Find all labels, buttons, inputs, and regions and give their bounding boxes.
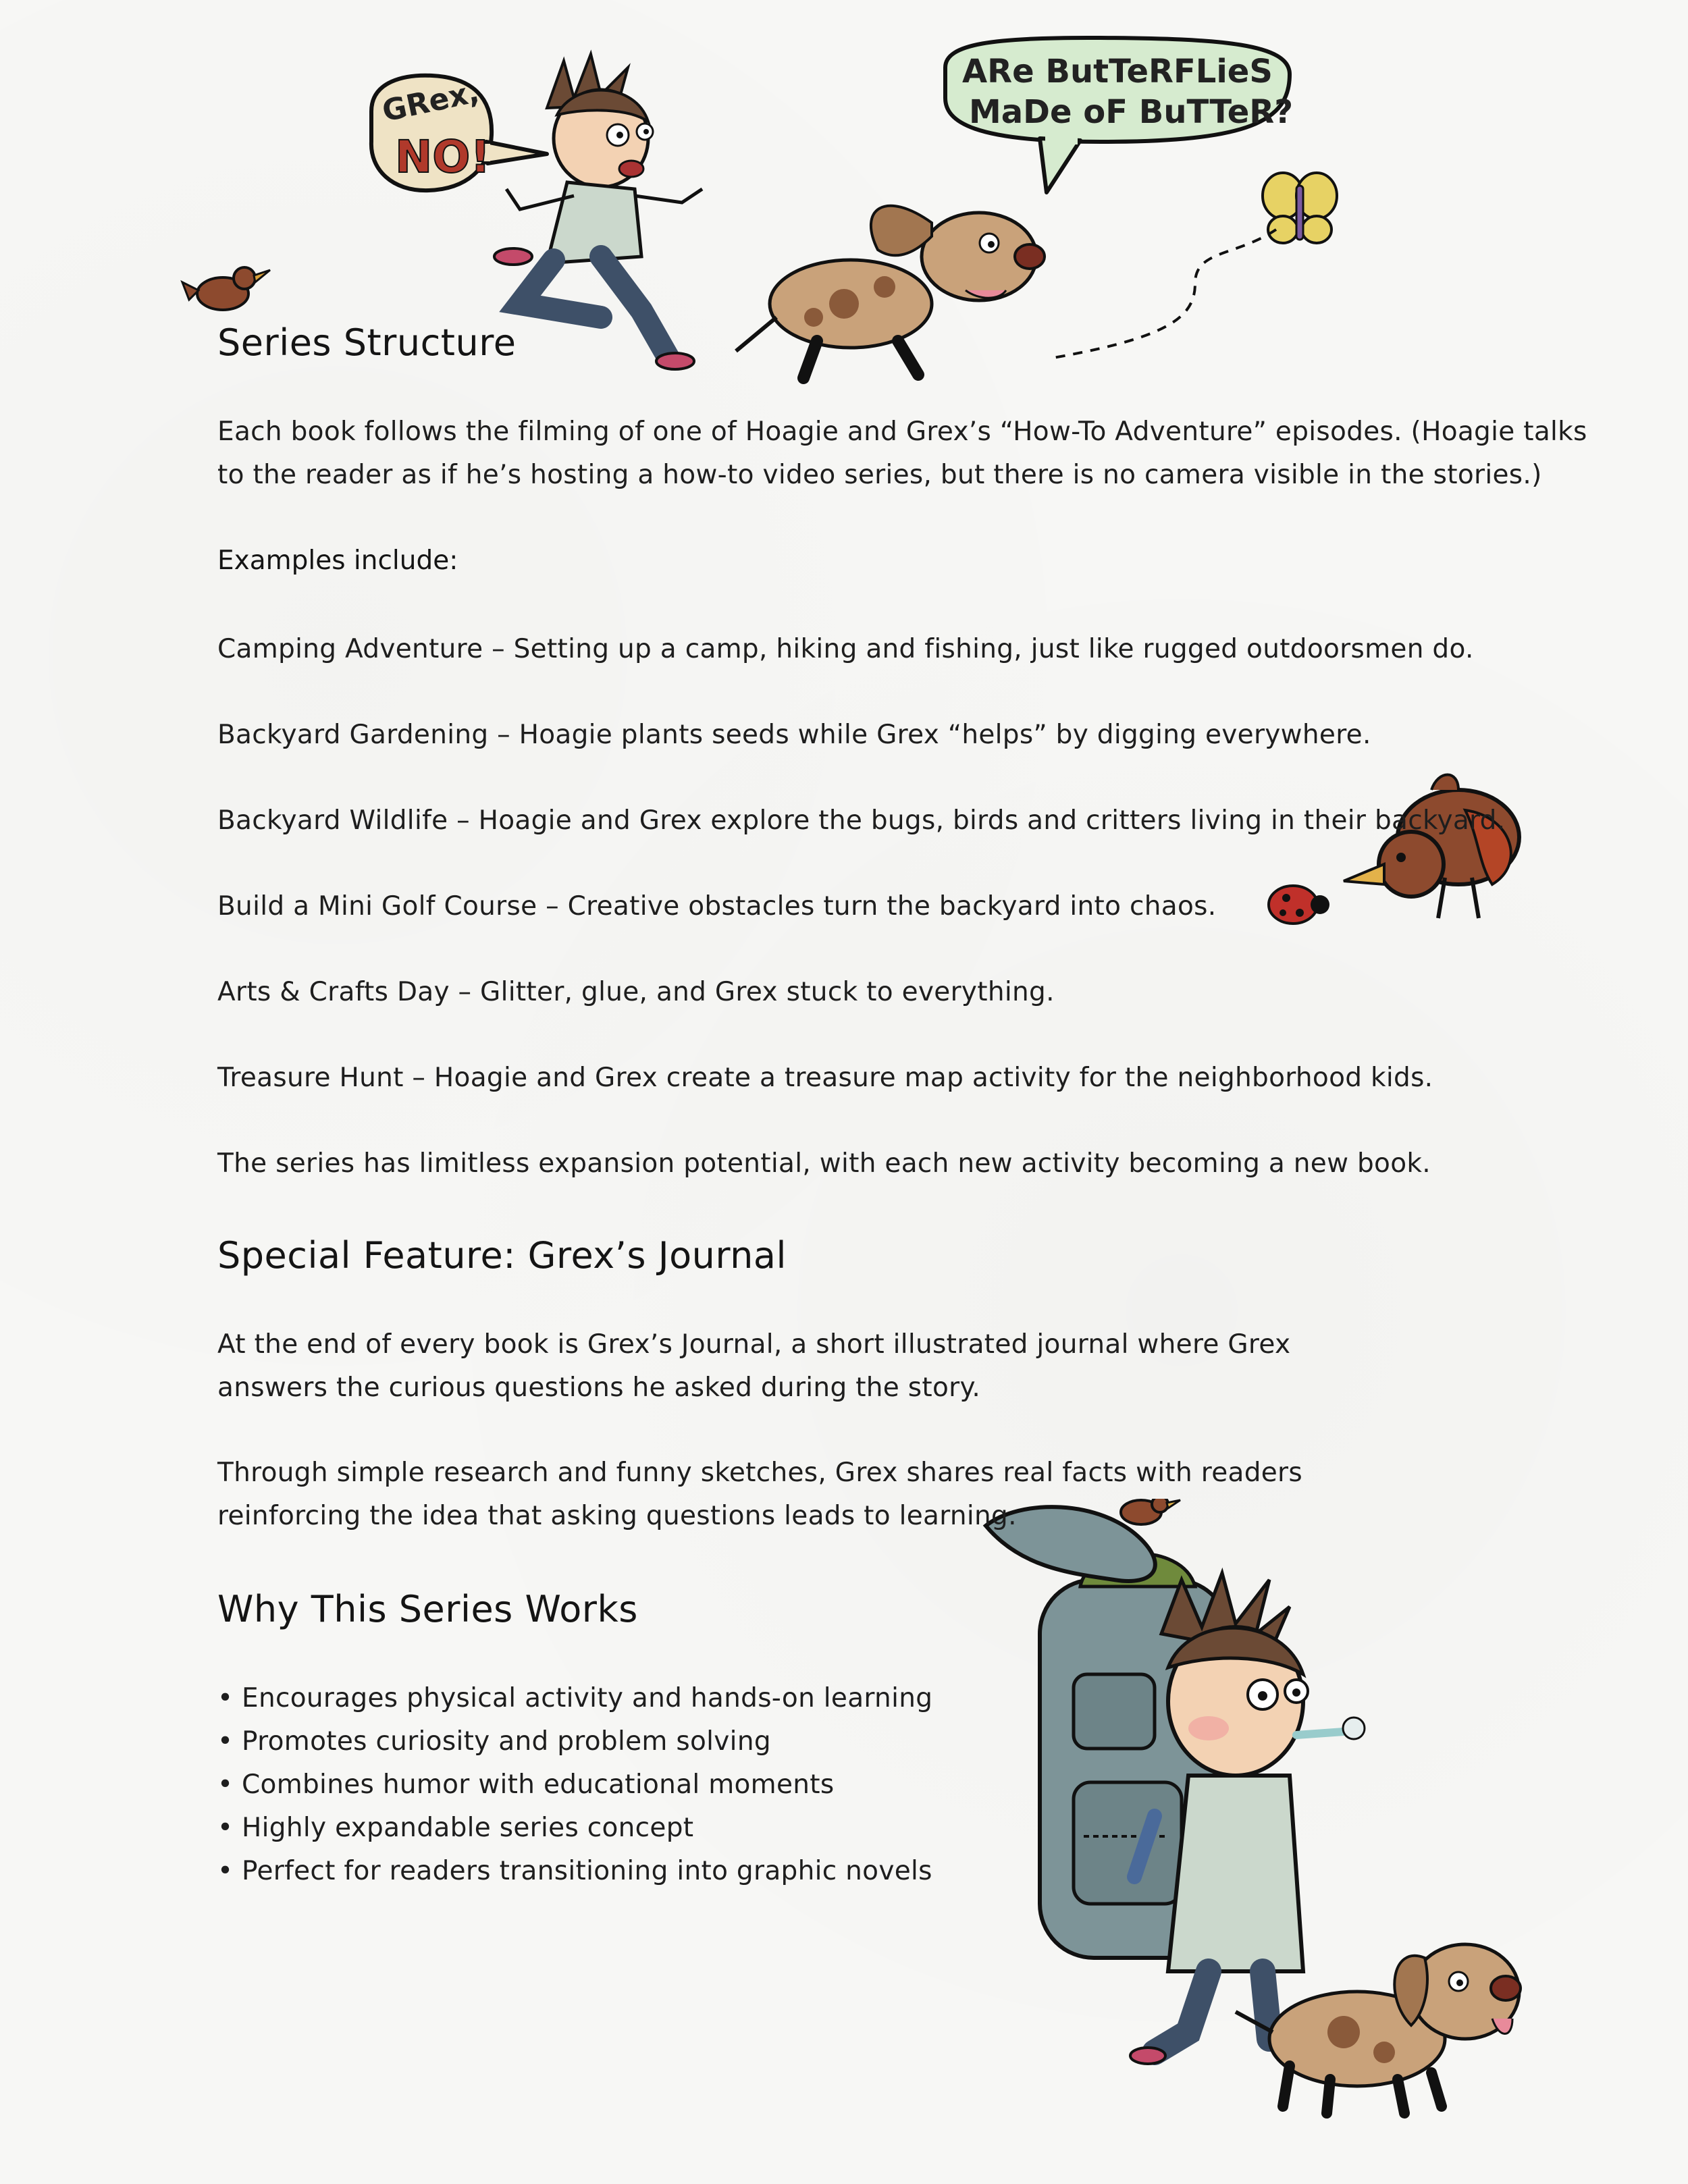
- bubble-grex-line1: GRex,: [379, 74, 483, 129]
- hoagie-running-illustration: [494, 54, 702, 369]
- bubble-butterflies-line2: MaDe oF BuTTeR?: [969, 93, 1294, 131]
- example-item: Camping Adventure – Setting up a camp, hiking and fishing, just like rugged outdoorsmen do.: [217, 634, 1474, 664]
- why-works-bullet: • Perfect for readers transitioning into graphic novels: [217, 1850, 932, 1893]
- small-bird-illustration: [182, 267, 270, 310]
- example-item: Backyard Wildlife – Hoagie and Grex explore the bugs, birds and critters living in their backyard.: [217, 805, 1506, 836]
- speech-bubble-grex-no: [371, 75, 547, 190]
- hoagie-backpack-illustration: [966, 1499, 1560, 2133]
- journal-paragraph-2-line-2: reinforcing the idea that asking questions leads to learning.: [217, 1501, 1017, 1531]
- journal-paragraph-1-line-2: answers the curious questions he asked during the story.: [217, 1373, 981, 1403]
- robin-and-ladybug-illustration: [1256, 763, 1553, 938]
- series-structure-heading: Series Structure: [217, 321, 517, 364]
- grex-dog-running-illustration: [736, 206, 1045, 378]
- robin-bird-illustration: [1344, 775, 1519, 919]
- bubble-butterflies-line1: ARe ButTeRFLieS: [962, 53, 1273, 90]
- why-works-bullet: • Encourages physical activity and hands-on learning: [217, 1677, 932, 1720]
- example-item: Arts & Crafts Day – Glitter, glue, and Grex stuck to everything.: [217, 977, 1055, 1007]
- why-works-bullet: • Combines humor with educational moments: [217, 1763, 932, 1807]
- examples-label: Examples include:: [217, 545, 458, 576]
- ladybug-illustration: [1269, 886, 1329, 924]
- series-intro: [217, 410, 1587, 497]
- example-item: Backyard Gardening – Hoagie plants seeds while Grex “helps” by digging everywhere.: [217, 720, 1371, 750]
- expansion-statement: The series has limitless expansion potential, with each new activity becoming a new book.: [217, 1148, 1431, 1179]
- journal-paragraph-2-line-1: Through simple research and funny sketches, Grex shares real facts with readers: [217, 1458, 1303, 1488]
- butterfly-illustration: [1053, 173, 1337, 358]
- series-intro-line-1: Each book follows the filming of one of Hoagie and Grex’s “How-To Adventure” episodes. (Hoagie talks: [217, 417, 1587, 447]
- bubble-grex-line2: NO!: [395, 131, 491, 183]
- why-works-list: [217, 1677, 932, 1893]
- journal-paragraph-1-line-1: At the end of every book is Grex’s Journal, a short illustrated journal where Grex: [217, 1329, 1291, 1360]
- journal-paragraph-2: [217, 1451, 1302, 1538]
- special-feature-heading: Special Feature: Grex’s Journal: [217, 1234, 787, 1277]
- series-intro-line-2: to the reader as if he’s hosting a how-to video series, but there is no camera visible in the stories.): [217, 460, 1542, 490]
- why-works-bullet: • Highly expandable series concept: [217, 1807, 932, 1850]
- speech-bubble-butterflies: [945, 38, 1293, 192]
- journal-paragraph-1: [217, 1323, 1290, 1410]
- why-works-bullet: • Promotes curiosity and problem solving: [217, 1720, 932, 1763]
- example-item: Treasure Hunt – Hoagie and Grex create a treasure map activity for the neighborhood kids.: [217, 1063, 1433, 1093]
- why-works-heading: Why This Series Works: [217, 1588, 638, 1630]
- example-item: Build a Mini Golf Course – Creative obstacles turn the backyard into chaos.: [217, 891, 1217, 922]
